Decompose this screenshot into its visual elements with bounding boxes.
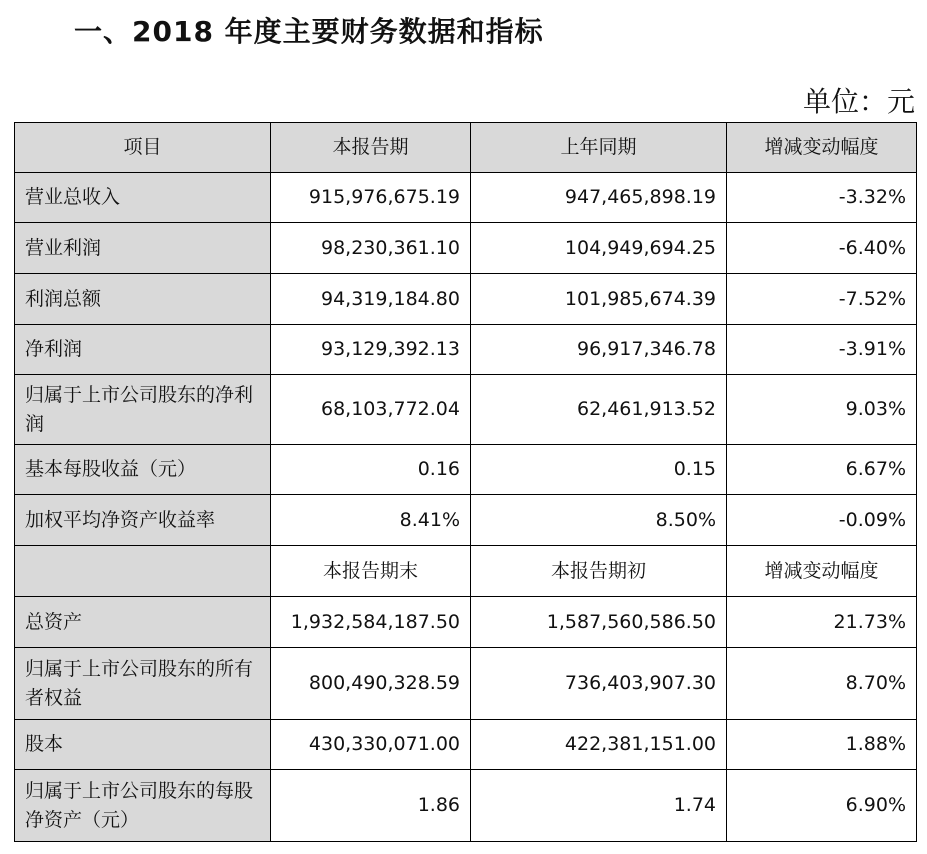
table-row bbox=[15, 720, 917, 770]
prior-value: 104,949,694.25 bbox=[471, 223, 727, 274]
prior-value: 101,985,674.39 bbox=[471, 274, 727, 325]
prior-value: 8.50% bbox=[471, 495, 727, 546]
current-value: 1,932,584,187.50 bbox=[271, 597, 471, 648]
prior-value: 947,465,898.19 bbox=[471, 173, 727, 223]
header-prior-period: 上年同期 bbox=[471, 123, 727, 173]
change-value: 1.88% bbox=[727, 720, 917, 770]
row-label: 归属于上市公司股东的所有者权益 bbox=[15, 648, 271, 720]
table-row bbox=[15, 325, 917, 375]
row-label: 股本 bbox=[15, 720, 271, 770]
change-value: -0.09% bbox=[727, 495, 917, 546]
row-label: 加权平均净资产收益率 bbox=[15, 495, 271, 546]
current-value: 68,103,772.04 bbox=[271, 375, 471, 445]
table-row bbox=[15, 597, 917, 648]
change-value: 6.67% bbox=[727, 445, 917, 495]
header-change: 增减变动幅度 bbox=[727, 546, 917, 597]
table-row bbox=[15, 770, 917, 842]
change-value: -7.52% bbox=[727, 274, 917, 325]
prior-value: 0.15 bbox=[471, 445, 727, 495]
change-value: 6.90% bbox=[727, 770, 917, 842]
table-row bbox=[15, 495, 917, 546]
prior-value: 1,587,560,586.50 bbox=[471, 597, 727, 648]
table-row bbox=[15, 173, 917, 223]
current-value: 430,330,071.00 bbox=[271, 720, 471, 770]
table-row bbox=[15, 375, 917, 445]
change-value: -6.40% bbox=[727, 223, 917, 274]
current-value: 94,319,184.80 bbox=[271, 274, 471, 325]
page-title: 一、2018 年度主要财务数据和指标 bbox=[74, 15, 544, 48]
current-value: 8.41% bbox=[271, 495, 471, 546]
prior-value: 422,381,151.00 bbox=[471, 720, 727, 770]
row-label: 营业利润 bbox=[15, 223, 271, 274]
financial-data-table bbox=[14, 122, 917, 842]
current-value: 98,230,361.10 bbox=[271, 223, 471, 274]
table-subheader-row bbox=[15, 546, 917, 597]
prior-value: 1.74 bbox=[471, 770, 727, 842]
current-value: 1.86 bbox=[271, 770, 471, 842]
change-value: -3.91% bbox=[727, 325, 917, 375]
prior-value: 736,403,907.30 bbox=[471, 648, 727, 720]
row-label: 利润总额 bbox=[15, 274, 271, 325]
table-row bbox=[15, 648, 917, 720]
change-value: 8.70% bbox=[727, 648, 917, 720]
current-value: 800,490,328.59 bbox=[271, 648, 471, 720]
row-label: 净利润 bbox=[15, 325, 271, 375]
header-item: 项目 bbox=[15, 123, 271, 173]
header-period-end: 本报告期末 bbox=[271, 546, 471, 597]
row-label: 归属于上市公司股东的每股净资产（元） bbox=[15, 770, 271, 842]
current-value: 915,976,675.19 bbox=[271, 173, 471, 223]
table-row bbox=[15, 445, 917, 495]
subheader-blank-cell bbox=[15, 546, 271, 597]
header-change: 增减变动幅度 bbox=[727, 123, 917, 173]
table-header-row bbox=[15, 123, 917, 173]
table-row bbox=[15, 223, 917, 274]
header-current-period: 本报告期 bbox=[271, 123, 471, 173]
prior-value: 96,917,346.78 bbox=[471, 325, 727, 375]
row-label: 归属于上市公司股东的净利润 bbox=[15, 375, 271, 445]
row-label: 总资产 bbox=[15, 597, 271, 648]
current-value: 0.16 bbox=[271, 445, 471, 495]
current-value: 93,129,392.13 bbox=[271, 325, 471, 375]
change-value: 21.73% bbox=[727, 597, 917, 648]
unit-label: 单位：元 bbox=[802, 85, 915, 118]
prior-value: 62,461,913.52 bbox=[471, 375, 727, 445]
row-label: 营业总收入 bbox=[15, 173, 271, 223]
change-value: 9.03% bbox=[727, 375, 917, 445]
table-row bbox=[15, 274, 917, 325]
change-value: -3.32% bbox=[727, 173, 917, 223]
header-period-start: 本报告期初 bbox=[471, 546, 727, 597]
row-label: 基本每股收益（元） bbox=[15, 445, 271, 495]
